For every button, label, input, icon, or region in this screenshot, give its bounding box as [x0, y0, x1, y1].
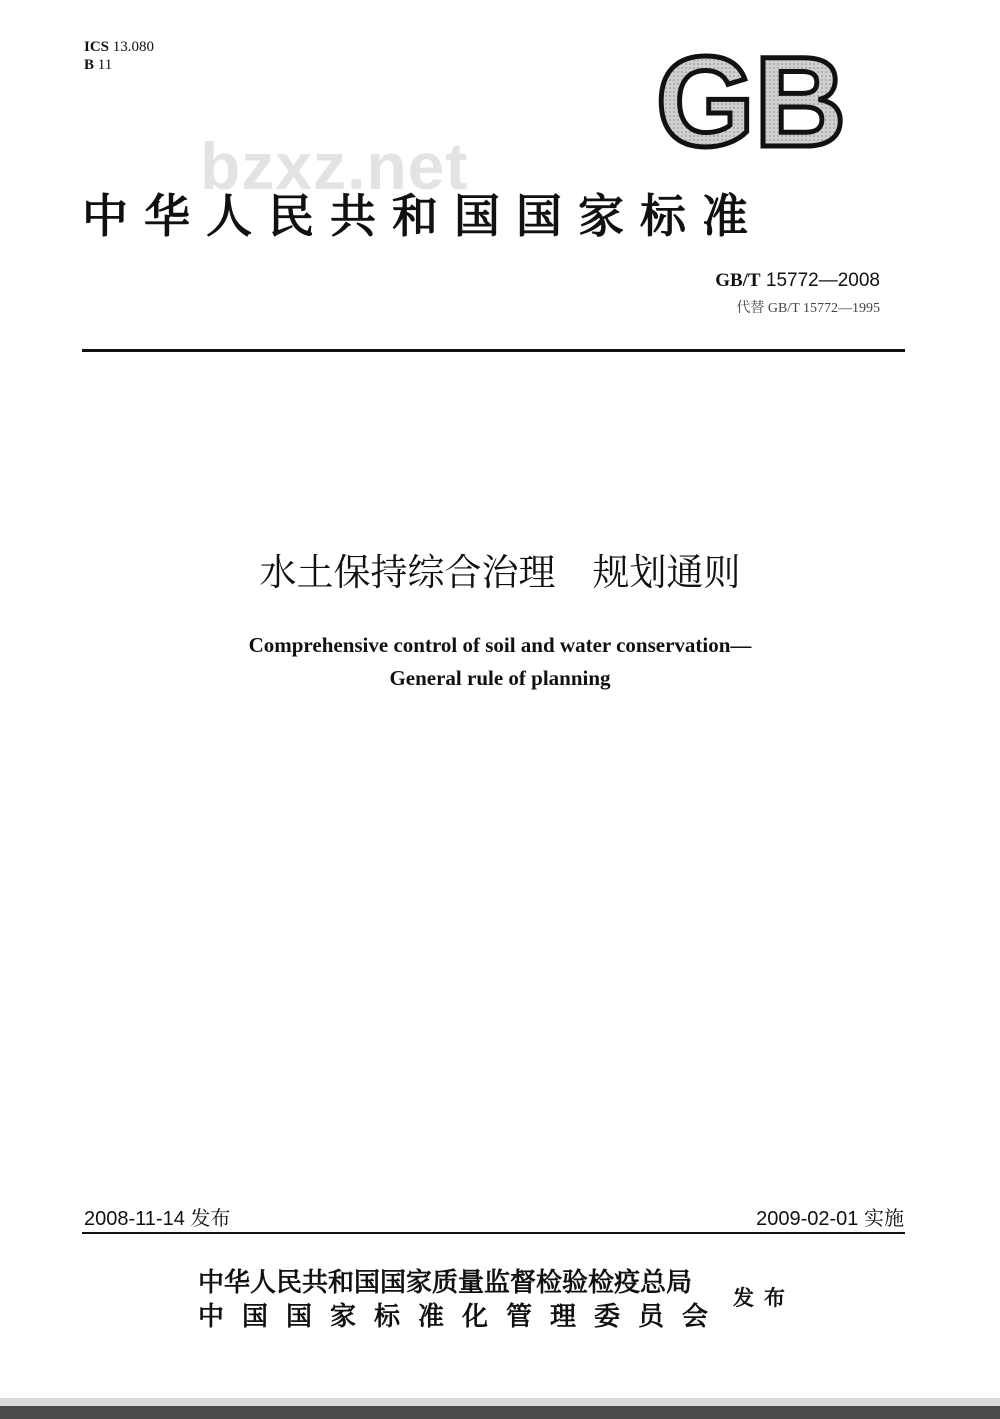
watermark: bzxz.net	[200, 129, 469, 203]
class-label: B	[84, 57, 95, 73]
effective-date: 2009-02-01 实施	[756, 1208, 904, 1230]
class-value: 11	[97, 57, 113, 73]
issuer-aqsiq: 中华人民共和国国家质量监督检验检疫总局	[198, 1268, 693, 1298]
page-edge	[0, 1398, 1000, 1406]
standard-number	[715, 270, 880, 292]
standard-code: 15772—2008	[765, 270, 880, 291]
issue-action: 发布	[733, 1286, 795, 1310]
document-title-en-line1: Comprehensive control of soil and water conservation—	[248, 633, 752, 657]
document-title-en-line2: General rule of planning	[389, 666, 611, 690]
gb-logo-text: GB	[656, 46, 846, 152]
issuer-sac: 中国国家标准化管理委员会	[198, 1302, 727, 1332]
ics-value: 13.080	[112, 39, 155, 55]
standard-prefix: GB/T	[715, 270, 761, 291]
page-edge-shadow	[0, 1406, 1000, 1419]
national-standard-title: 中华人民共和国国家标准	[82, 189, 764, 243]
ics-label: ICS	[84, 39, 110, 55]
document-title-cn: 水土保持综合治理 规划通则	[259, 551, 741, 594]
header-divider	[82, 349, 905, 352]
ics-classification	[84, 38, 154, 74]
footer-divider	[82, 1232, 905, 1234]
replaces-standard: 代替 GB/T 15772—1995	[736, 301, 880, 316]
gb-logo	[652, 46, 852, 152]
issue-date: 2008-11-14 发布	[84, 1208, 231, 1230]
